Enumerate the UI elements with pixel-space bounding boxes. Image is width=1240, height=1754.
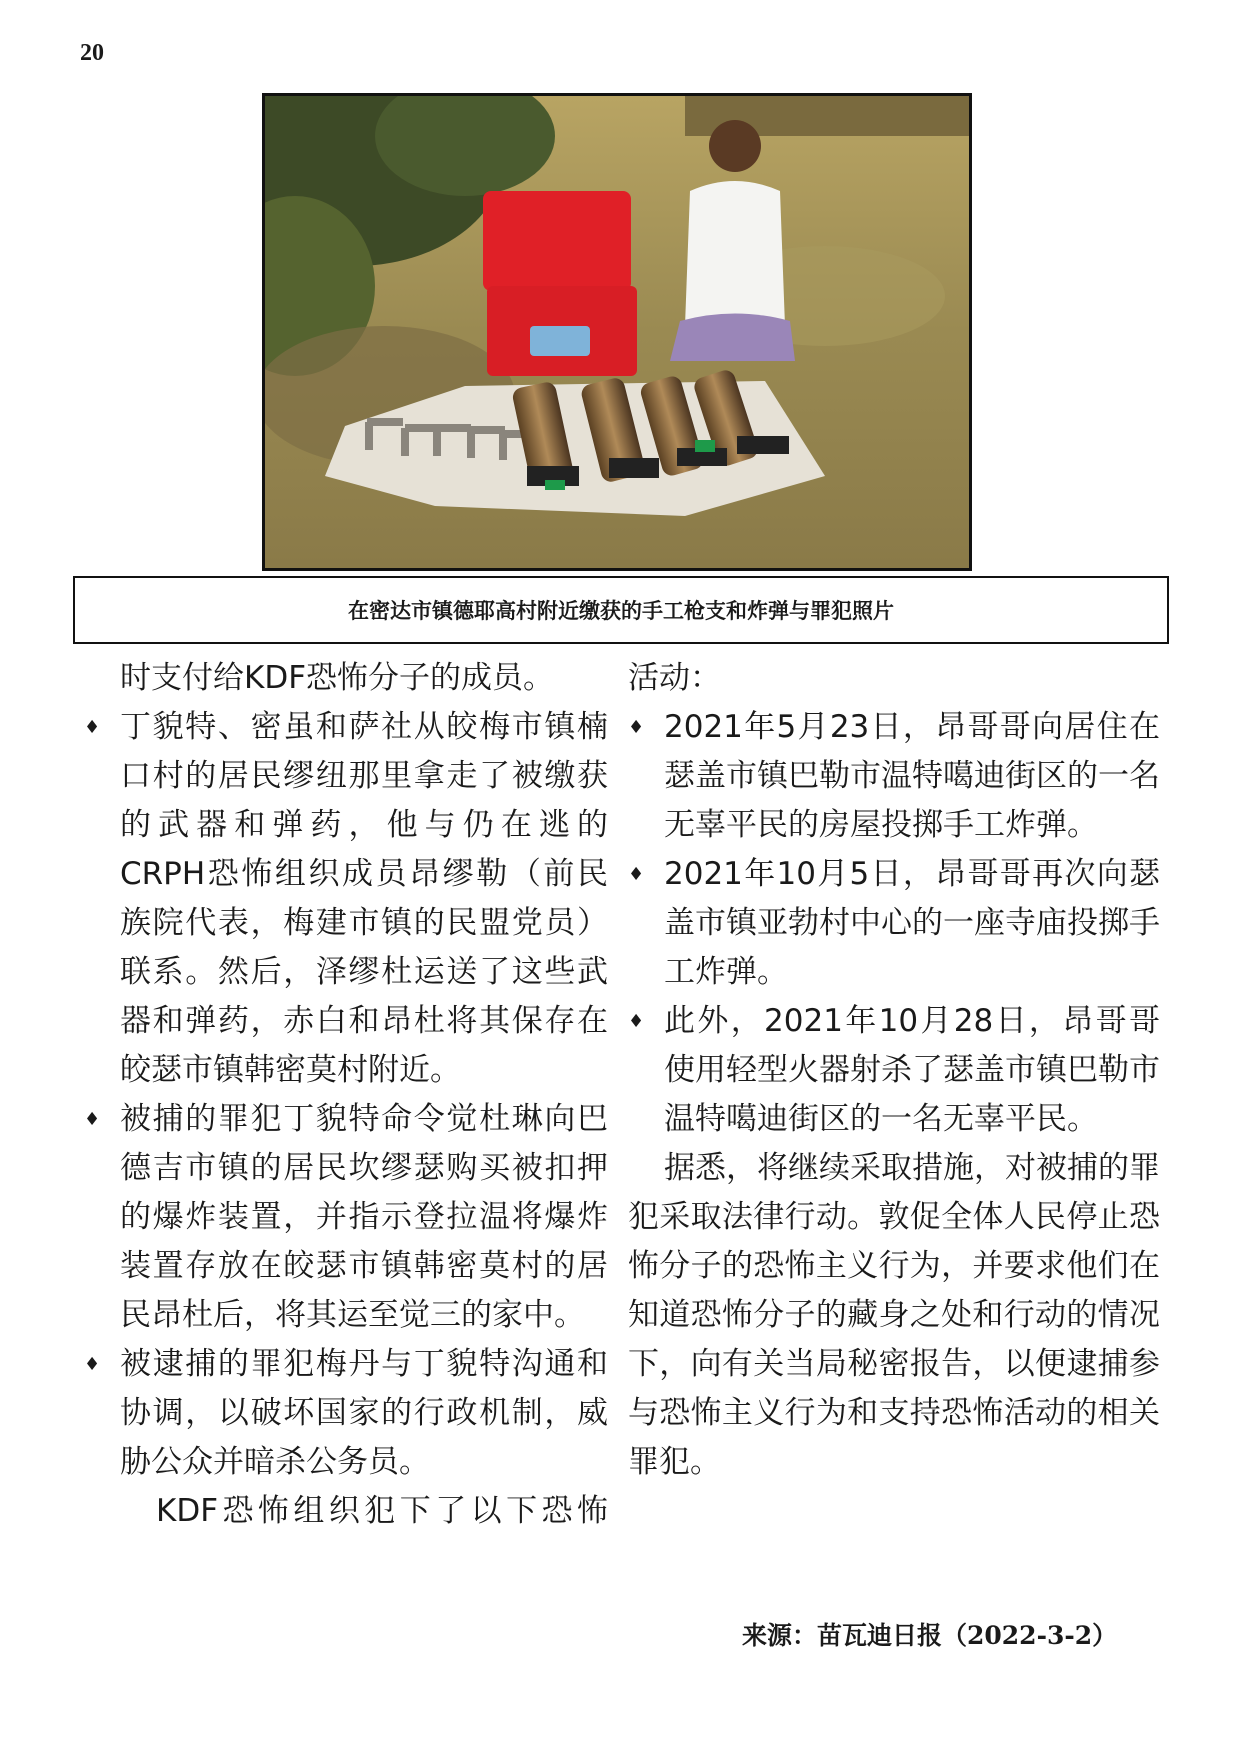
bullet-text: 被逮捕的罪犯梅丹与丁貌特沟通和协调，以破坏国家的行政机制，威胁公众并暗杀公务员。 — [120, 1346, 608, 1480]
bullet-item — [628, 703, 1160, 850]
continuation-text: 时支付给KDF恐怖分子的成员。 — [120, 660, 555, 696]
continuation-text: 活动： — [628, 660, 721, 696]
source-attribution: 来源：苗瓦迪日报（2022-3-2） — [742, 1621, 1118, 1650]
diamond-bullet-icon: ♦ — [84, 1109, 101, 1130]
bullet-text: 2021年5月23日，昂哥哥向居住在瑟盖市镇巴勒市温特噶迪街区的一名无辜平民的房屋投掷手工炸弹。 — [664, 709, 1160, 843]
diamond-bullet-icon: ♦ — [628, 1011, 645, 1032]
bullet-text: 此外，2021年10月28日，昂哥哥使用轻型火器射杀了瑟盖市镇巴勒市温特噶迪街区的一名无辜平民。 — [664, 1003, 1160, 1137]
bullet-item — [628, 997, 1160, 1144]
bullet-item — [84, 703, 608, 1095]
photo-illustration — [265, 96, 969, 568]
page-number: 20 — [80, 40, 104, 66]
diamond-bullet-icon: ♦ — [628, 864, 645, 885]
closing-paragraph-start: KDF恐怖组织犯下了以下恐怖 — [156, 1493, 608, 1529]
photo-caption: 在密达市镇德耶高村附近缴获的手工枪支和炸弹与罪犯照片 — [73, 576, 1169, 644]
closing-paragraph: 据悉，将继续采取措施，对被捕的罪犯采取法律行动。敦促全体人民停止恐怖分子的恐怖主义行为，并要求他们在知道恐怖分子的藏身之处和行动的情况下，向有关当局秘密报告，以便逮捕参与恐怖主义行为和支持恐怖活动的相关罪犯。 — [628, 1150, 1160, 1480]
right-column — [628, 654, 1160, 1487]
left-column — [84, 654, 608, 1536]
bullet-text: 被捕的罪犯丁貌特命令觉杜琳向巴德吉市镇的居民坎缪瑟购买被扣押的爆炸装置，并指示登拉温将爆炸装置存放在皎瑟市镇韩密莫村的居民昂杜后，将其运至觉三的家中。 — [120, 1101, 608, 1333]
bullet-item — [84, 1095, 608, 1340]
bullet-item — [84, 1340, 608, 1487]
diamond-bullet-icon: ♦ — [628, 717, 645, 738]
bullet-text: 2021年10月5日，昂哥哥再次向瑟盖市镇亚勃村中心的一座寺庙投掷手工炸弹。 — [664, 856, 1160, 990]
diamond-bullet-icon: ♦ — [84, 1354, 101, 1375]
bullet-text: 丁貌特、密虽和萨社从皎梅市镇楠口村的居民缪纽那里拿走了被缴获的武器和弹药，他与仍在逃的CRPH恐怖组织成员昂缪勒（前民族院代表，梅建市镇的民盟党员）联系。然后，泽缪杜运送了这些武器和弹药，赤白和昂杜将其保存在皎瑟市镇韩密莫村附近。 — [120, 709, 608, 1088]
bullet-item — [628, 850, 1160, 997]
news-photo — [262, 93, 972, 571]
diamond-bullet-icon: ♦ — [84, 717, 101, 738]
